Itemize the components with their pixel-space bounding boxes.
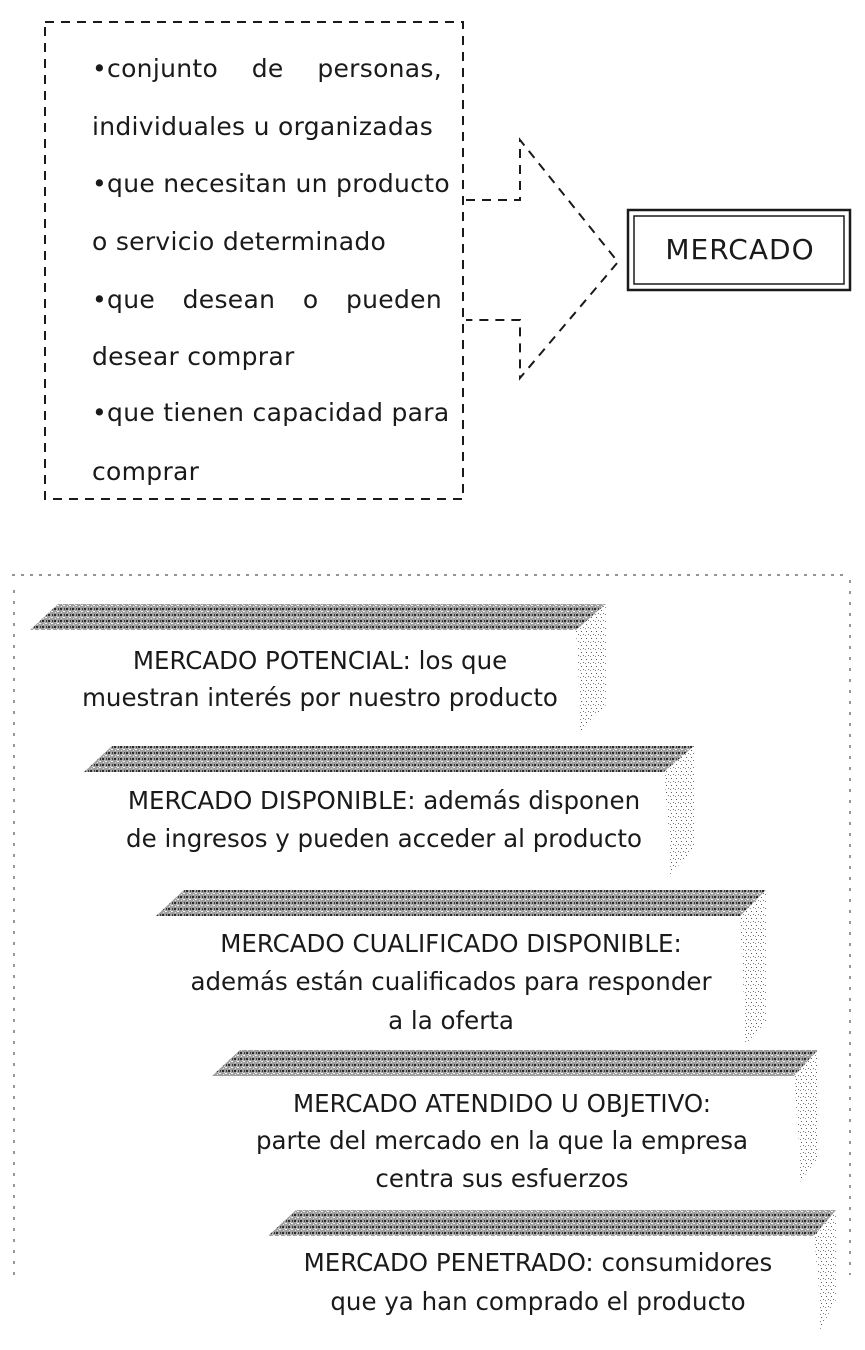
level-3-description: a la oferta — [388, 1006, 514, 1035]
definition-line: individuales u organizadas — [92, 112, 434, 141]
level-4-title: MERCADO ATENDIDO U OBJETIVO: — [292, 1089, 712, 1118]
definition-line: •que desean o pueden — [92, 285, 442, 314]
level-5-description: que ya han comprado el producto — [330, 1287, 746, 1316]
definition-line: desear comprar — [92, 342, 295, 371]
level-1-ribbon — [30, 604, 606, 630]
level-2-ribbon — [84, 746, 694, 772]
level-3-ribbon — [156, 890, 766, 916]
definition-line: o servicio determinado — [92, 227, 387, 256]
mercado-concept-label: MERCADO — [665, 233, 815, 266]
level-3-description: además están cualificados para responder — [190, 967, 712, 996]
level-4-ribbon — [212, 1050, 818, 1076]
level-3-title: MERCADO CUALIFICADO DISPONIBLE: — [220, 929, 682, 958]
arrow-to-mercado — [466, 140, 618, 378]
level-5-title: MERCADO PENETRADO: consumidores — [303, 1248, 773, 1277]
level-1-description: muestran interés por nuestro producto — [82, 683, 558, 712]
definition-line: comprar — [92, 457, 200, 486]
definition-line: •que tienen capacidad para — [92, 398, 450, 427]
level-4-description: parte del mercado en la que la empresa — [255, 1126, 749, 1155]
level-5-ribbon — [268, 1210, 836, 1236]
definition-line: •que necesitan un producto — [92, 169, 450, 198]
level-2-title: MERCADO DISPONIBLE: además disponen — [127, 786, 641, 815]
definition-line: •conjunto de personas, — [92, 54, 442, 83]
level-4-description: centra sus esfuerzos — [375, 1164, 629, 1193]
level-1-title: MERCADO POTENCIAL: los que — [132, 646, 508, 675]
level-2-description: de ingresos y pueden acceder al producto — [126, 824, 642, 853]
